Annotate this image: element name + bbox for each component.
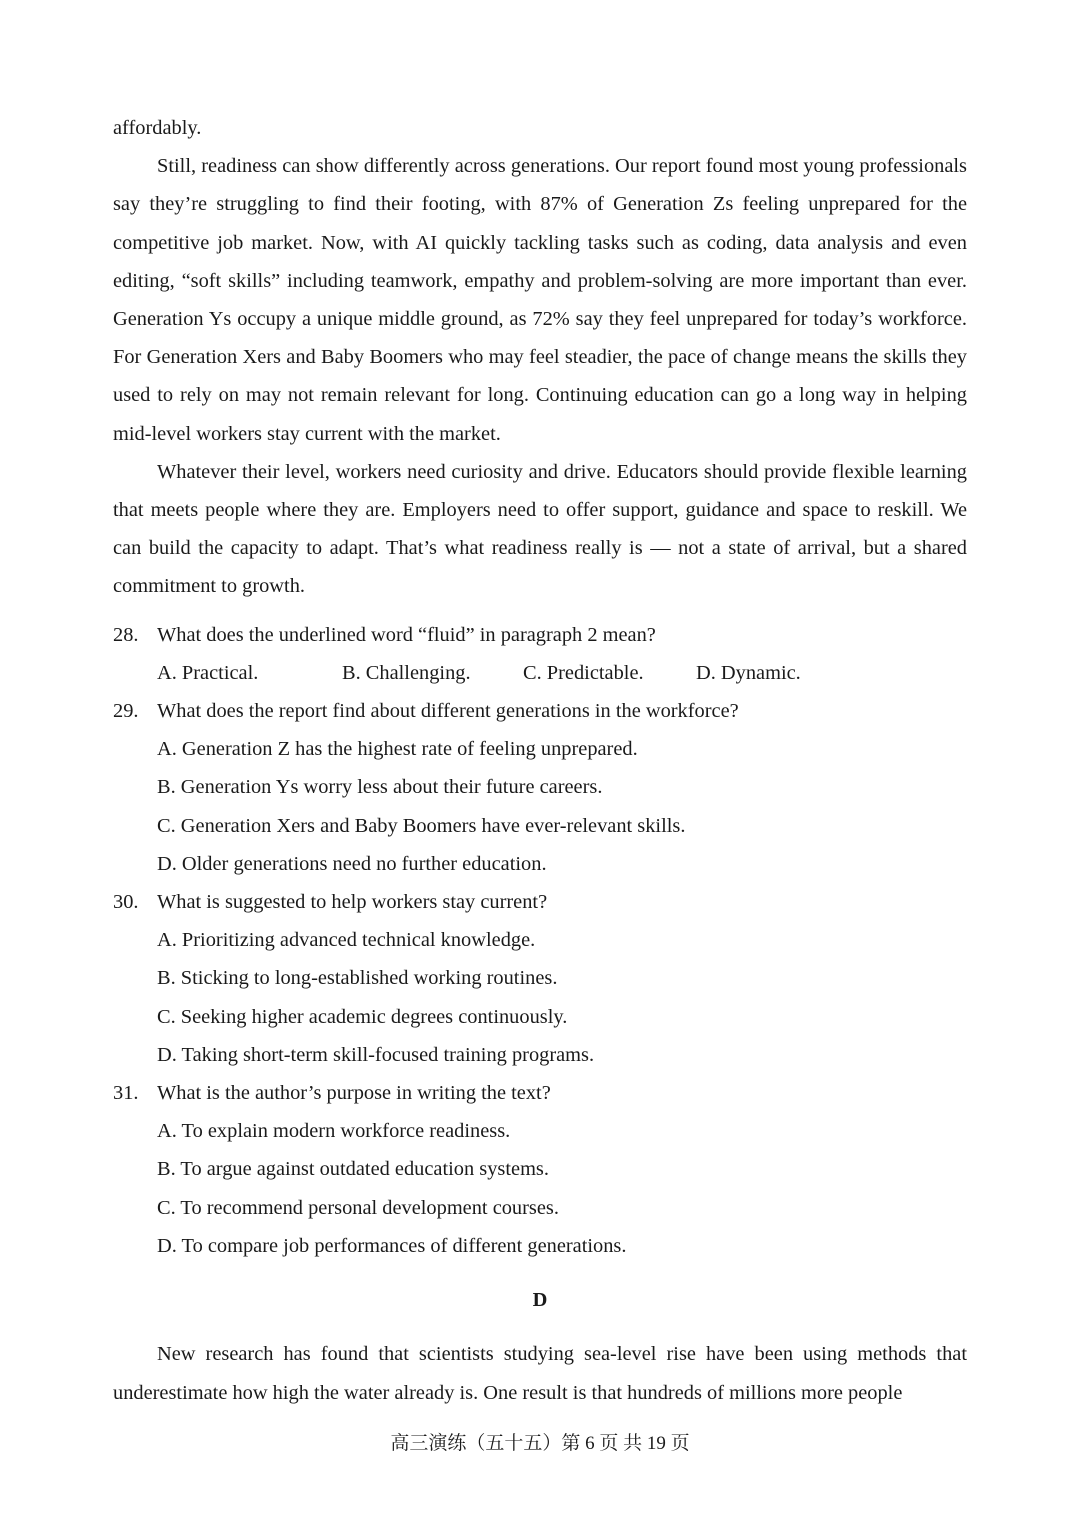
options-28 [113, 654, 967, 692]
question-text: What is the author’s purpose in writing the text? [157, 1082, 551, 1105]
question-text: What does the underlined word “fluid” in paragraph 2 mean? [157, 623, 656, 646]
paragraph: affordably. [113, 117, 202, 139]
option: D. To compare job performances of different generations. [157, 1234, 627, 1257]
question-text: What does the report find about different generations in the workforce? [157, 700, 739, 723]
option: A. Prioritizing advanced technical knowledge. [157, 929, 536, 952]
question-31 [113, 1074, 967, 1112]
option: A. Practical. [157, 661, 259, 684]
question-number: 28. [113, 623, 139, 646]
question-30 [113, 883, 967, 921]
option: B. To argue against outdated education systems. [157, 1158, 549, 1181]
question-number: 29. [113, 700, 139, 723]
section-heading: D [532, 1289, 548, 1312]
question-text: What is suggested to help workers stay current? [157, 891, 548, 914]
paragraph: Whatever their level, workers need curiosity and drive. Educators should provide flexible learning that meets people where they are. Employers need to offer support, guidance and space to reskill. We can build the capacity to adapt. That’s what readiness really is — not a state of arrival, but a shared commitment to growth. [113, 460, 967, 598]
option: B. Sticking to long-established working routines. [157, 967, 558, 990]
exam-page [113, 109, 967, 1412]
paragraph: Still, readiness can show differently across generations. Our report found most young professionals say they’re struggling to find their footing, with 87% of Generation Zs feeling unprepared for the competitive job market. Now, with AI quickly tackling tasks such as coding, data analysis and even editing, “soft skills” including teamwork, empathy and problem-solving are more important than ever. Generation Ys occupy a unique middle ground, as 72% say they feel unprepared for today’s workforce. For Generation Xers and Baby Boomers who may feel steadier, the pace of change means the skills they used to rely on may not remain relevant for long. Continuing education can go a long way in helping mid-level workers stay current with the market. [113, 155, 967, 445]
option: C. Seeking higher academic degrees continuously. [157, 1005, 568, 1028]
option: D. Taking short-term skill-focused training programs. [157, 1043, 595, 1066]
option: A. To explain modern workforce readiness. [157, 1120, 511, 1143]
option: B. Challenging. [342, 661, 471, 684]
option: C. To recommend personal development courses. [157, 1196, 559, 1219]
paragraph: New research has found that scientists studying sea-level rise have been using methods that underestimate how high the water already is. One result is that hundreds of millions more people [113, 1343, 967, 1404]
question-28 [113, 616, 967, 654]
option: C. Generation Xers and Baby Boomers have ever-relevant skills. [157, 814, 686, 837]
option: C. Predictable. [523, 661, 644, 684]
option: B. Generation Ys worry less about their future careers. [157, 776, 603, 799]
questions [113, 616, 967, 1265]
page-footer: 高三演练（五十五）第 6 页 共 19 页 [390, 1433, 690, 1454]
question-29 [113, 692, 967, 730]
option: D. Dynamic. [696, 661, 801, 684]
option: A. Generation Z has the highest rate of feeling unprepared. [157, 738, 638, 761]
question-number: 30. [113, 891, 139, 914]
question-number: 31. [113, 1082, 139, 1105]
option: D. Older generations need no further education. [157, 852, 547, 875]
